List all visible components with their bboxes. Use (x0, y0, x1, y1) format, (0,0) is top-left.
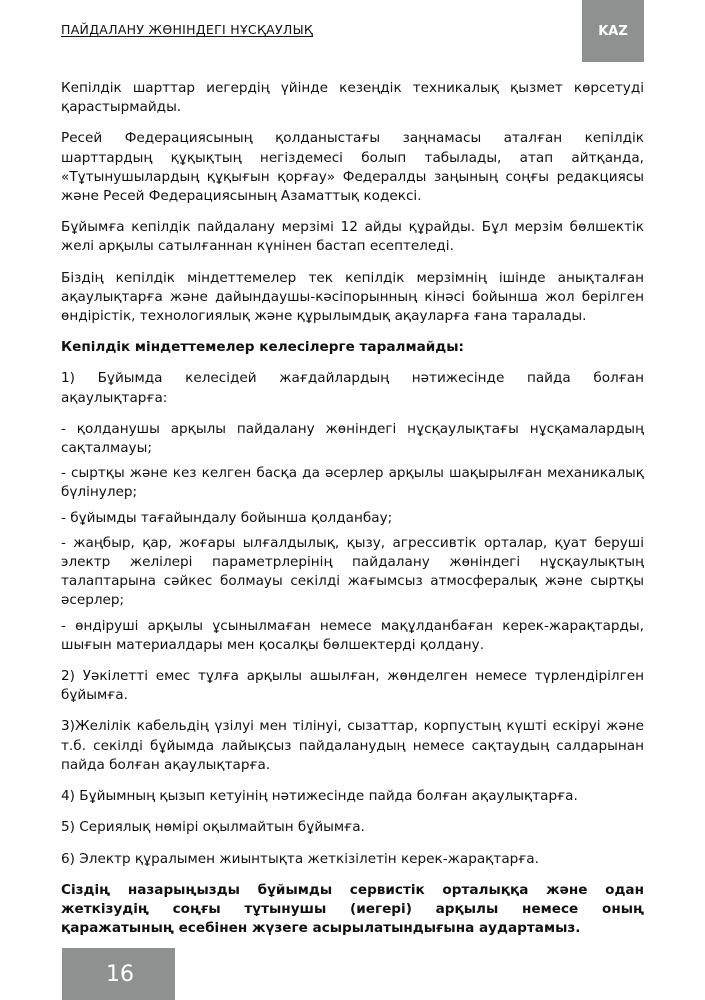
paragraph: Біздің кепілдік міндеттемелер тек кепілдік мерзімнің ішінде анықталған ақаулықтарға және дайындаушы-кәсіпорынның кінәсі бойынша жол берілген өндірістік, технологиялық және құрылымдық ақауларға ғана таралады. (61, 269, 644, 325)
final-note: Сіздің назарыңызды бұйымды сервистік орталыққа және одан жеткізудің соңғы тұтынушы (иегері) арқылы немесе оның қаражатының есебінен жүзеге асырылатындығына аудартамыз. (61, 881, 644, 937)
list-item: 4) Бұйымның қызып кетуінің нәтижесінде пайда болған ақаулықтарға. (61, 788, 578, 805)
list-item: 6) Электр құралымен жиынтықта жеткізілетін керек-жарақтарға. (61, 850, 539, 867)
paragraph: Кепілдік шарттар иегердің үйінде кезеңдік техникалық қызмет көрсетуді қарастырмайды. (61, 80, 644, 116)
sub-list-item: - қолданушы арқылы пайдалану жөніндегі нұсқаулықтағы нұсқамалардың сақталмауы; (61, 420, 644, 457)
page-header-title: ПАЙДАЛАНУ ЖӨНІНДЕГІ НҰСҚАУЛЫҚ (61, 22, 314, 37)
document-body (61, 79, 644, 938)
paragraph: Бұйымға кепілдік пайдалану мерзімі 12 айды құрайды. Бұл мерзім бөлшектік желі арқылы сатылғаннан күнінен бастап есептеледі. (61, 219, 644, 255)
language-tab: KAZ (582, 0, 644, 62)
sub-list-item: - өндіруші арқылы ұсынылмаған немесе мақұлданбаған керек-жарақтарды, шығын материалдары мен қосалқы бөлшектерді қолдану. (61, 617, 644, 653)
sub-list-item: - сыртқы және кез келген басқа да әсерлер арқылы шақырылған механикалық бүлінулер; (61, 465, 644, 501)
list-item: 5) Сериялық нөмірі оқылмайтын бұйымға. (61, 819, 365, 836)
page-number: 16 (106, 962, 134, 987)
list-item: 1) Бұйымда келесідей жағдайлардың нәтижесінде пайда болған ақаулықтарға: (61, 370, 644, 406)
sub-list-item: - бұйымды тағайындалу бойынша қолданбау; (61, 509, 393, 526)
list-item: 3)Желілік кабельдің үзілуі мен тілінуі, сызаттар, корпустың күшті ескіруі және т.б. секілді бұйымда лайықсыз пайдаланудың немесе сақтаудың салдарынан пайда болған ақаулықтарға. (61, 718, 644, 773)
paragraph: Ресей Федерациясының қолданыстағы заңнамасы аталған кепілдік шарттардың құқықтың негіздемесі болып табылады, атап айтқанда, «Тұтынушылардың құқығын қорғау» Федералды заңының соңғы редакциясы және Ресей Федерациясының Азаматтық кодексі. (61, 130, 644, 205)
exclusions-heading: Кепілдік міндеттемелер келесілерге таралмайды: (61, 339, 464, 356)
sub-list-item: - жаңбыр, қар, жоғары ылғалдылық, қызу, агрессивтік орталар, қуат беруші электр желілері параметрлерінің пайдалану жөніндегі нұсқаулықтың талаптарына сәйкес болмауы секілді жағымсыз атмосфералық және сыртқы әсерлер; (61, 534, 644, 609)
list-item: 2) Уәкілетті емес тұлға арқылы ашылған, жөнделген немесе түрлендірілген бұйымға. (61, 668, 644, 704)
